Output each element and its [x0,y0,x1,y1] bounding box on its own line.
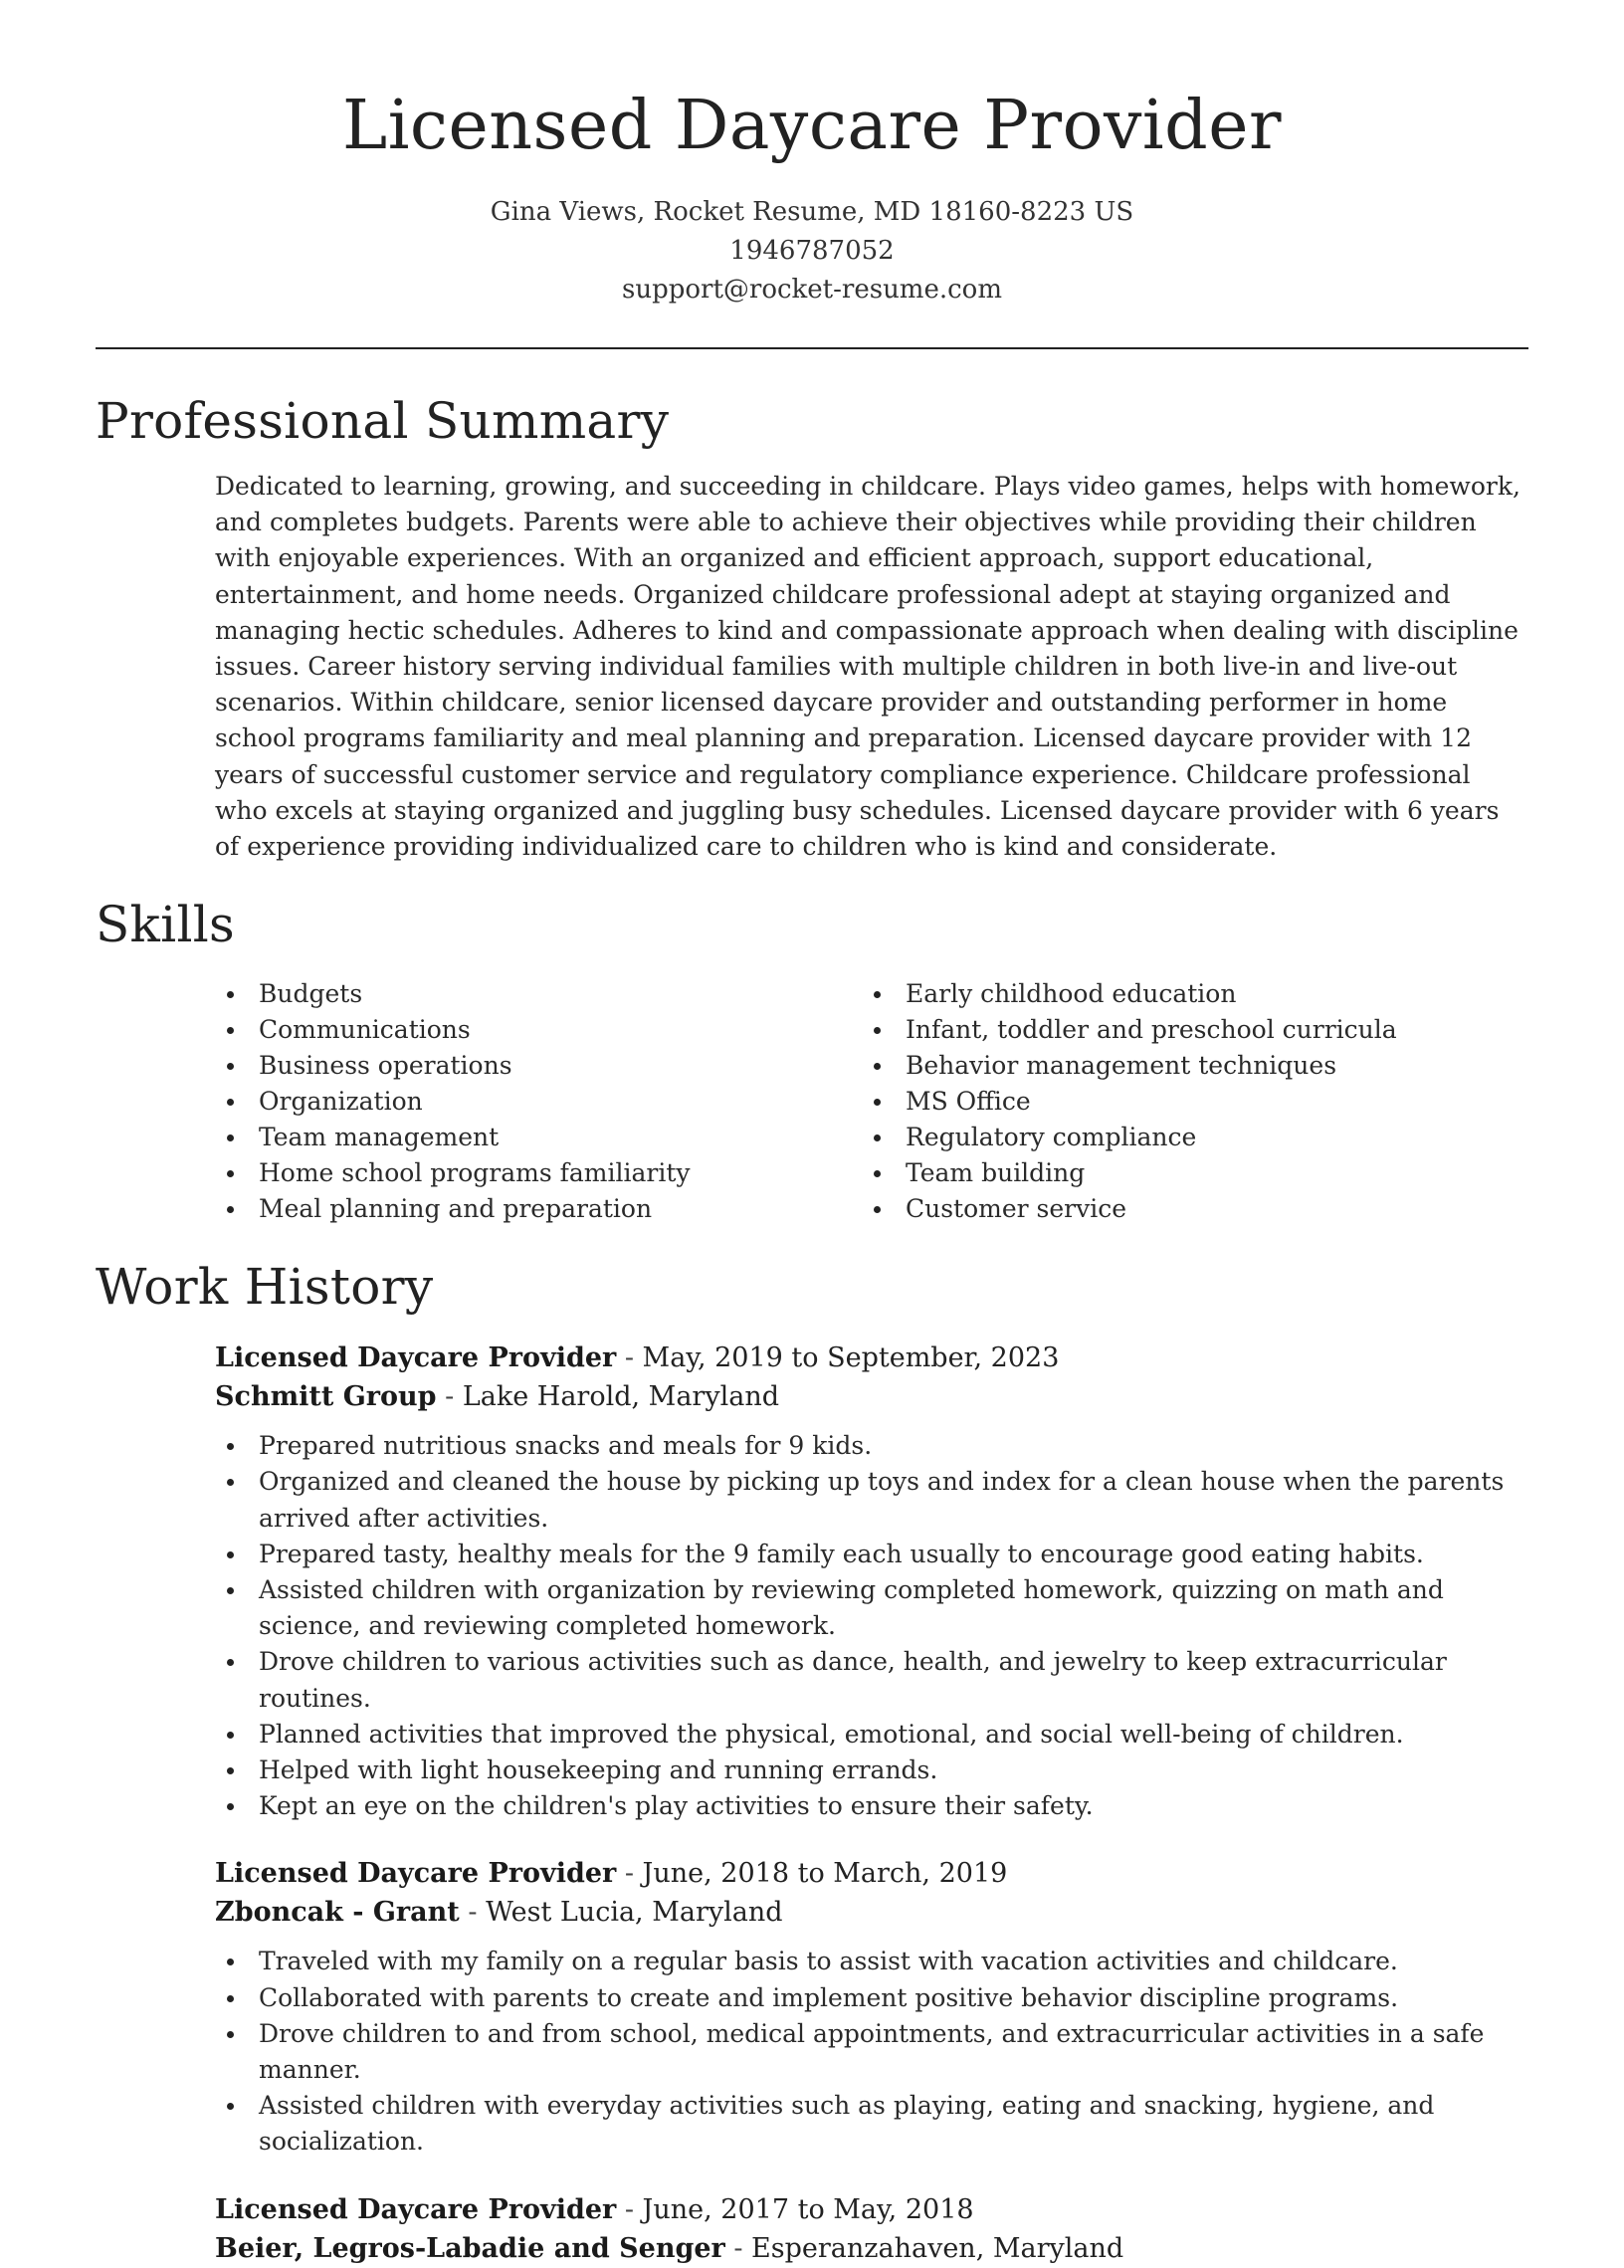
skill-item: MS Office [862,1084,1509,1120]
job-company: Schmitt Group [215,1381,437,1413]
work-history-heading: Work History [96,1258,434,1317]
job-location: West Lucia, Maryland [486,1897,783,1929]
duty-item: Helped with light housekeeping and running errands. [215,1753,1528,1788]
skill-item: Infant, toddler and preschool curricula [862,1012,1509,1048]
job-company: Zboncak - Grant [215,1897,460,1929]
job-title-line: Licensed Daycare Provider - June, 2018 to March, 2019 [215,1858,1008,1890]
summary-heading: Professional Summary [96,392,670,450]
job-title-line: Licensed Daycare Provider - May, 2019 to September, 2023 [215,1342,1060,1374]
job-title: Licensed Daycare Provider [215,1858,617,1890]
job-duties [215,1944,1528,2160]
duty-item: Organized and cleaned the house by picking up toys and index for a clean house when the parents arrived after activities. [215,1464,1528,1536]
skills-column-2 [862,976,1509,1227]
duty-item: Planned activities that improved the physical, emotional, and social well-being of children. [215,1717,1528,1753]
job-company: Beier, Legros-Labadie and Senger [215,2232,725,2264]
skill-item: Customer service [862,1191,1509,1227]
skill-item: Behavior management techniques [862,1048,1509,1084]
skills-column-1 [215,976,862,1227]
job-entry [215,1854,1528,2160]
job-dates: June, 2018 to March, 2019 [642,1858,1008,1890]
job-title: Licensed Daycare Provider [215,2193,617,2225]
job-title-line: Licensed Daycare Provider - June, 2017 to May, 2018 [215,2193,974,2225]
job-company-line: Beier, Legros-Labadie and Senger - Esperanzahaven, Maryland [215,2232,1124,2264]
skill-item: Team management [215,1120,862,1155]
job-company-line: Schmitt Group - Lake Harold, Maryland [215,1381,779,1413]
job-location: Lake Harold, Maryland [462,1381,779,1413]
job-entry [215,2190,1528,2268]
job-duties [215,1428,1528,1824]
duty-item: Prepared nutritious snacks and meals for 9 kids. [215,1428,1528,1464]
summary-text: Dedicated to learning, growing, and succeeding in childcare. Plays video games, helps with homework, and completes budgets. Parents were able to achieve their objectives while providing their children with enjoyable experiences. With an organized and efficient approach, support educational, entertainment, and home needs. Organized childcare professional adept at staying organized and managing hectic schedules. Adheres to kind and compassionate approach when dealing with discipline issues. Career history serving individual families with multiple children in both live-in and live-out scenarios. Within childcare, senior licensed daycare provider and outstanding performer in home school programs familiarity and meal planning and preparation. Licensed daycare provider with 12 years of successful customer service and regulatory compliance experience. Childcare professional who excels at staying organized and juggling busy schedules. Licensed daycare provider with 6 years of experience providing individualized care to children who is kind and considerate. [215,472,1521,862]
job-title: Licensed Daycare Provider [215,1342,617,1374]
job-dates: June, 2017 to May, 2018 [642,2193,974,2225]
skill-item: Home school programs familiarity [215,1155,862,1191]
job-dates: May, 2019 to September, 2023 [642,1342,1060,1374]
contact-address: Gina Views, Rocket Resume, MD 18160-8223 US [490,197,1134,227]
skill-item: Business operations [215,1048,862,1084]
duty-item: Drove children to and from school, medical appointments, and extracurricular activities in a safe manner. [215,2016,1528,2088]
duty-item: Kept an eye on the children's play activities to ensure their safety. [215,1788,1528,1824]
skills-list [215,976,1528,1227]
contact-phone: 1946787052 [729,236,895,266]
skill-item: Organization [215,1084,862,1120]
skill-item: Communications [215,1012,862,1048]
skill-item: Meal planning and preparation [215,1191,862,1227]
skills-heading: Skills [96,896,235,954]
duty-item: Assisted children with organization by reviewing completed homework, quizzing on math and science, and reviewing completed homework. [215,1572,1528,1644]
job-entry [215,1339,1528,1824]
contact-info [0,193,1624,309]
job-company-line: Zboncak - Grant - West Lucia, Maryland [215,1897,783,1929]
contact-email: support@rocket-resume.com [621,275,1002,305]
job-location: Esperanzahaven, Maryland [751,2232,1124,2264]
duty-item: Traveled with my family on a regular basis to assist with vacation activities and childcare. [215,1944,1528,1979]
duty-item: Assisted children with everyday activities such as playing, eating and snacking, hygiene, and socialization. [215,2088,1528,2160]
duty-item: Prepared tasty, healthy meals for the 9 family each usually to encourage good eating habits. [215,1537,1528,1572]
skill-item: Budgets [215,976,862,1012]
header-divider [96,347,1528,349]
duty-item: Drove children to various activities such as dance, health, and jewelry to keep extracurricular routines. [215,1644,1528,1716]
resume-name: Licensed Daycare Provider [342,87,1282,165]
skill-item: Team building [862,1155,1509,1191]
skill-item: Early childhood education [862,976,1509,1012]
resume-header [0,0,1624,309]
duty-item: Collaborated with parents to create and implement positive behavior discipline programs. [215,1980,1528,2016]
skill-item: Regulatory compliance [862,1120,1509,1155]
